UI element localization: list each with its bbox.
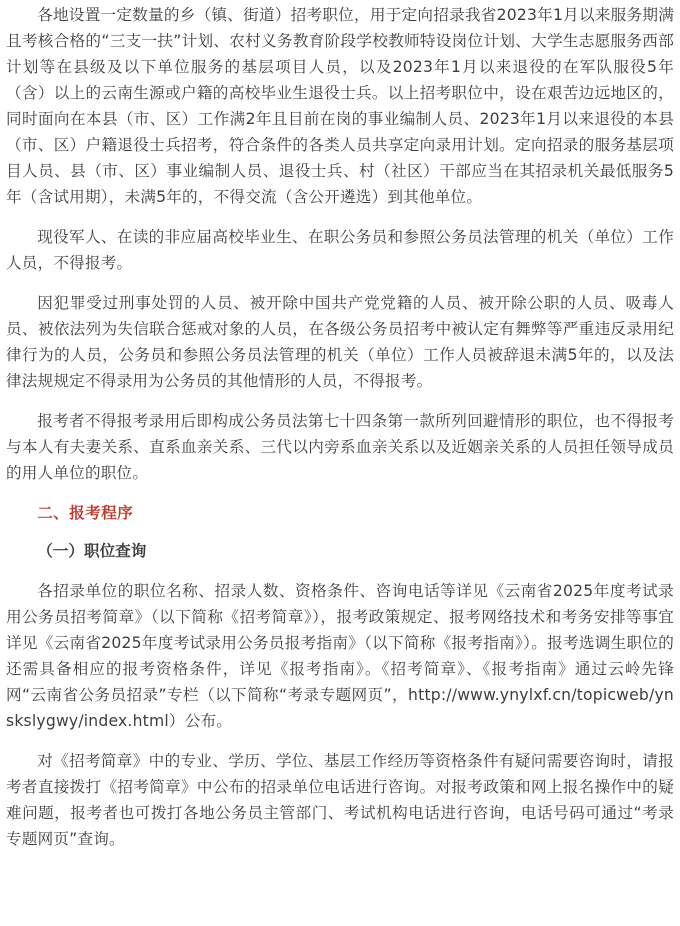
paragraph-ineligible-criminal-record: 因犯罪受过刑事处罚的人员、被开除中国共产党党籍的人员、被开除公职的人员、吸毒人员、被依法列为失信联合惩戒对象的人员，在各级公务员招考中被认定有舞弊等严重违反录用纪律行为的人员，公务员和参照公务员法管理的机关（单位）工作人员被辞退未满5年的，以及法律法规规定不得录用为公务员的其他情形的人员，不得报考。 (6, 294, 674, 390)
paragraph-avoidance-rules: 报考者不得报考录用后即构成公务员法第七十四条第一款所列回避情形的职位，也不得报考与本人有夫妻关系、直系血亲关系、三代以内旁系血亲关系以及近姻亲关系的人员担任领导成员的用人单位的职位。 (6, 412, 674, 482)
sub-title-position-query: （一）职位查询 (37, 542, 147, 560)
paragraph-consultation: 对《招考简章》中的专业、学历、学位、基层工作经历等资格条件有疑问需要咨询时，请报考者直接拨打《招考简章》中公布的招录单位电话进行咨询。对报考政策和网上报名操作中的疑难问题，报考者也可拨打各地公务员主管部门、考试机构电话进行咨询，电话号码可通过“考录专题网页”查询。 (6, 752, 674, 848)
paragraph-ineligible-military-students: 现役军人、在读的非应届高校毕业生、在职公务员和参照公务员法管理的机关（单位）工作人员，不得报考。 (6, 228, 674, 272)
article-body (6, 2, 674, 852)
paragraph-position-info: 各招录单位的职位名称、招录人数、资格条件、咨询电话等详见《云南省2025年度考试录用公务员招考简章》（以下简称《招考简章》），报考政策规定、报考网络技术和考务安排等事宜详见《云南省2025年度考试录用公务员报考指南》（以下简称《报考指南》）。报考选调生职位的还需具备相应的报考资格条件，详见《报考指南》。《招考简章》、《报考指南》通过云岭先锋网“云南省公务员招录”专栏（以下简称“考录专题网页”，http://www.ynylxf.cn/topicweb/ynskslygwy/index.html）公布。 (6, 582, 674, 730)
section-title-application-procedure: 二、报考程序 (37, 504, 134, 522)
paragraph-targeted-recruitment: 各地设置一定数量的乡（镇、街道）招考职位，用于定向招录我省2023年1月以来服务期满且考核合格的“三支一扶”计划、农村义务教育阶段学校教师特设岗位计划、大学生志愿服务西部计划等在县级及以下单位服务的基层项目人员，以及2023年1月以来退役的在军队服役5年（含）以上的云南生源或户籍的高校毕业生退役士兵。以上招考职位中，设在艰苦边远地区的，同时面向在本县（市、区）工作满2年且目前在岗的事业编制人员、2023年1月以来退役的本县（市、区）户籍退役士兵招考，符合条件的各类人员共享定向录用计划。定向招录的服务基层项目人员、县（市、区）事业编制人员、退役士兵、村（社区）干部应当在其招录机关最低服务5年（含试用期），未满5年的，不得交流（含公开遴选）到其他单位。 (6, 6, 674, 206)
